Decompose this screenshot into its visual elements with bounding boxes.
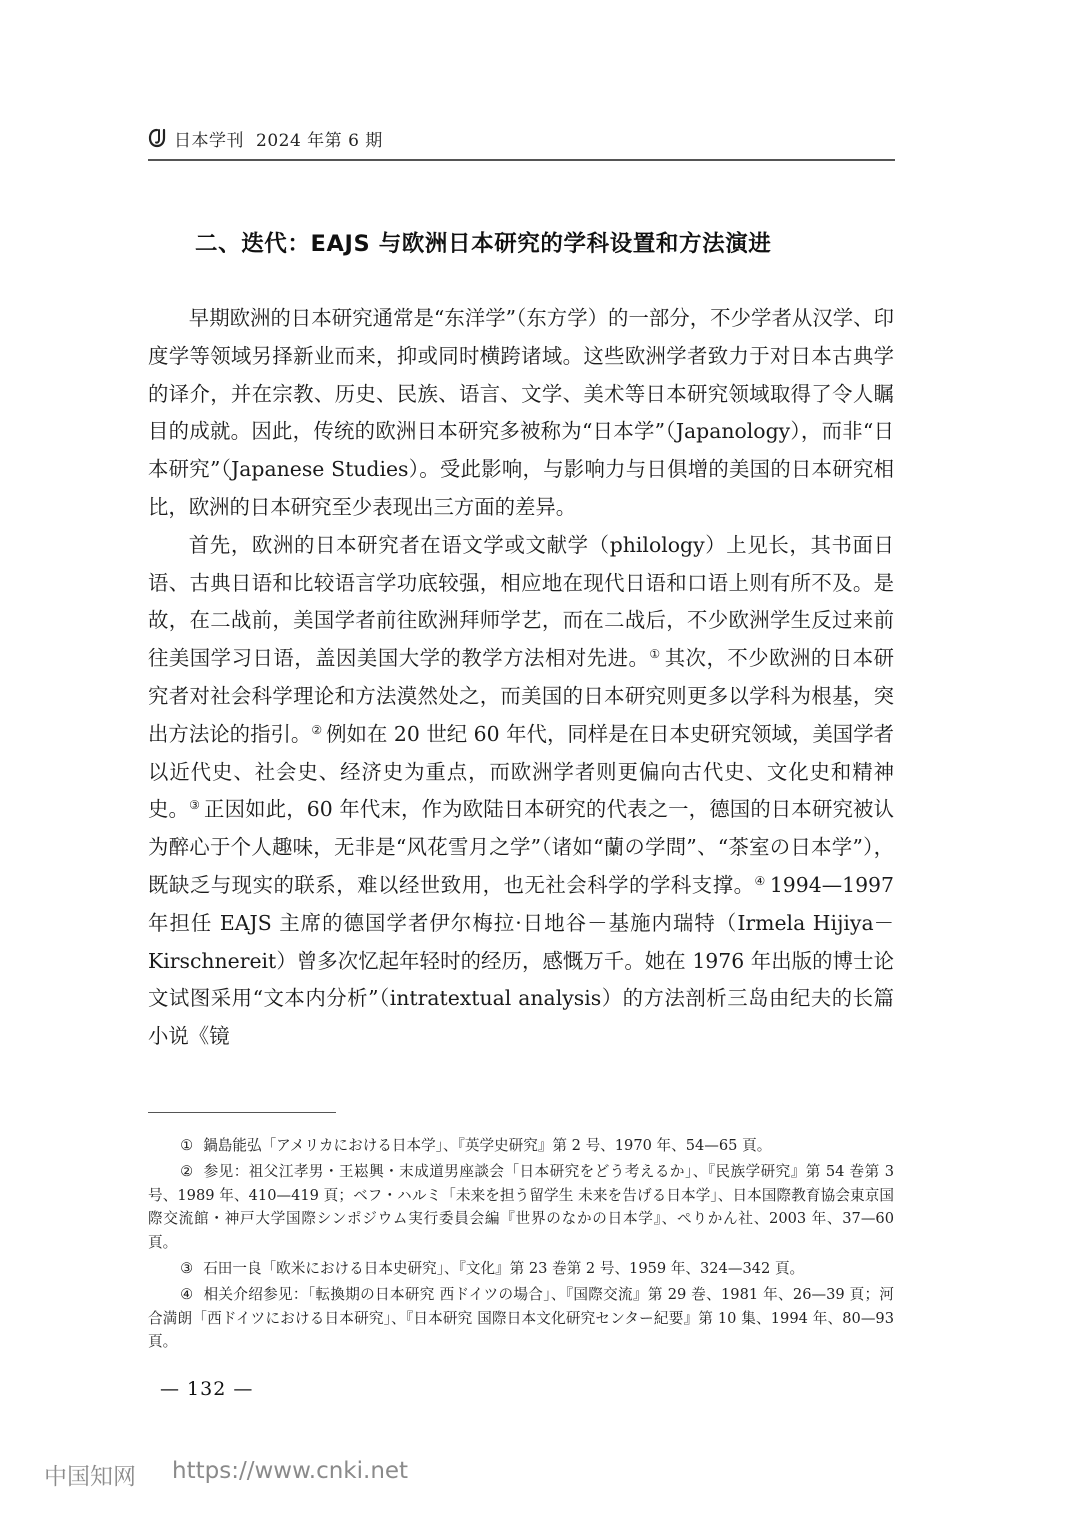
watermark-site-name: 中国知网 xyxy=(44,1464,136,1490)
journal-name: 日本学刊 xyxy=(174,130,244,151)
footnote-item xyxy=(148,1134,894,1158)
paragraph-text: 例如在 20 世纪 60 年代，同样是在日本史研究领域，美国学者以近代史、社会史、经济史为重点，而欧洲学者则更偏向古代史、文化史和精神史。 xyxy=(148,721,894,822)
paragraph-text: 正因如此，60 年代末，作为欧陆日本研究的代表之一，德国的日本研究被认为醉心于个人趣味，无非是“风花雪月之学”（诸如“蘭の学問”、“茶室の日本学”），既缺乏与现实的联系，难以经世致用，也无社会科学的学科支撑。 xyxy=(148,797,894,897)
paragraph-text: 早期欧洲的日本研究通常是“东洋学”（东方学）的一部分，不少学者从汉学、印度学等领域另择新业而来，抑或同时横跨诸域。这些欧洲学者致力于对日本古典学的译介，并在宗教、历史、民族、语言、文学、美术等日本研究领域取得了令人瞩目的成就。因此，传统的欧洲日本研究多被称为“日本学”（Japanology），而非“日本研究”（Japanese Studies）。受此影响，与影响力与日俱增的美国的日本研究相比，欧洲的日本研究至少表现出三方面的差异。 xyxy=(148,306,894,519)
footnote-text: 石田一良「欧米における日本史研究」、『文化』第 23 巻第 2 号、1959 年、324—342 頁。 xyxy=(203,1259,805,1277)
footnote-mark: ① xyxy=(180,1137,194,1154)
watermark xyxy=(44,1458,408,1491)
section-title: 二、迭代：EAJS 与欧洲日本研究的学科设置和方法演进 xyxy=(195,231,772,257)
footnote-text: 参见：祖父江孝男・王崧興・末成道男座談会「日本研究をどう考えるか」、『民族学研究』第 54 巻第 3 号、1989 年、410—419 頁；ベフ・ハルミ「未来を担う留学生 未来を告げる日本学」、日本国際教育協会東京国際交流館・神戸大学国際シンポジウム実行委員会編『世界のなかの日本学』、ぺりかん社、2003 年、37—60 頁。 xyxy=(148,1163,894,1251)
footnote-text: 鍋島能弘「アメリカにおける日本学」、『英学史研究』第 2 号、1970 年、54—65 頁。 xyxy=(203,1137,772,1154)
footnote-item xyxy=(148,1283,894,1354)
paragraph-text: 首先，欧洲的日本研究者在语文学或文献学（philology）上见长，其书面日语、古典日语和比较语言学功底较强，相应地在现代日语和口语上则有所不及。是故，在二战前，美国学者前往欧洲拜师学艺，而在二战后，不少欧洲学生反过来前往美国学习日语，盖因美国大学的教学方法相对先进。 xyxy=(148,532,894,671)
running-head xyxy=(148,120,383,156)
page-number: — 132 — xyxy=(160,1378,254,1400)
paragraph-text: 其次，不少欧洲的日本研究者对社会科学理论和方法漠然处之，而美国的日本研究则更多以学科为根基，突出方法论的指引。 xyxy=(148,646,895,746)
body-text xyxy=(148,300,894,1056)
footnote-ref[interactable]: ③ xyxy=(189,798,201,813)
footnote-mark: ④ xyxy=(180,1286,194,1304)
footnote-ref[interactable]: ④ xyxy=(754,873,766,888)
paragraph-text: 1994—1997 年担任 EAJS 主席的德国学者伊尔梅拉·日地谷－基施内瑞特（Irmela Hijiya－Kirschnereit）曾多次忆起年轻时的经历，感慨万千。她在 1976 年出版的博士论文试图采用“文本内分析”（intratextual analysis）的方法剖析三岛由纪夫的长篇小说《镜 xyxy=(148,872,895,1049)
watermark-url[interactable]: https://www.cnki.net xyxy=(172,1458,409,1484)
paragraph xyxy=(148,527,894,1056)
header-rule xyxy=(148,159,895,161)
footnotes xyxy=(148,1134,894,1356)
footnote-item xyxy=(148,1160,894,1254)
footnote-ref[interactable]: ② xyxy=(311,722,323,737)
footnote-mark: ③ xyxy=(180,1259,194,1277)
footnote-text: 相关介绍参见：「転換期の日本研究 西ドイツの場合」、『国際交流』第 29 巻、1981 年、26—39 頁；河合満朗「西ドイツにおける日本研究」、『日本研究 国際日本文化研究センター紀要』第 10 集、1994 年、80—93 頁。 xyxy=(148,1286,894,1351)
paragraph xyxy=(148,300,894,527)
issue-label: 2024 年第 6 期 xyxy=(256,130,383,151)
footnote-ref[interactable]: ① xyxy=(649,647,661,662)
footnote-mark: ② xyxy=(180,1163,194,1181)
footnote-rule xyxy=(148,1112,336,1113)
footnote-item xyxy=(148,1257,894,1281)
journal-logo-icon xyxy=(148,127,168,149)
